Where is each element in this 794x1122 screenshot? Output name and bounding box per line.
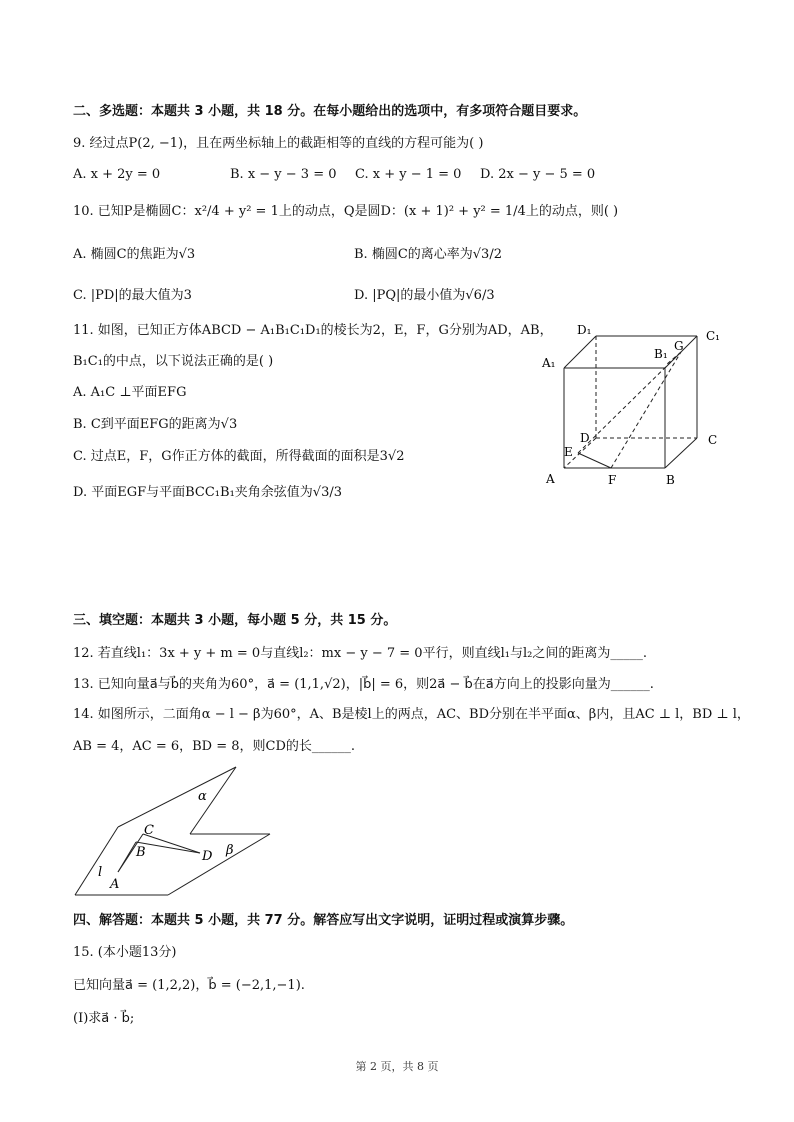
q9-option-c: C. x + y − 1 = 0 bbox=[355, 167, 462, 182]
q11-option-c: C. 过点E，F，G作正方体的截面，所得截面的面积是3√2 bbox=[73, 449, 405, 464]
q10-stem: 10. 已知P是椭圆C：x²/4 + y² = 1上的动点，Q是圆D：(x + 1)² + y² = 1/4上的动点，则( ) bbox=[73, 204, 619, 219]
label-c1: C₁ bbox=[706, 329, 720, 343]
label-g: G bbox=[674, 339, 684, 353]
label-l: l bbox=[98, 865, 103, 880]
q11-option-a: A. A₁C ⊥平面EFG bbox=[73, 385, 187, 400]
q10-option-d: D. |PQ|的最小值为√6/3 bbox=[354, 288, 495, 303]
q11-option-d: D. 平面EGF与平面BCC₁B₁夹角余弦值为√3/3 bbox=[73, 485, 342, 500]
label-a-2: A bbox=[110, 877, 120, 892]
label-f: F bbox=[608, 473, 617, 487]
cube-figure bbox=[530, 318, 730, 493]
q11-stem-line1: 11. 如图，已知正方体ABCD − A₁B₁C₁D₁的棱长为2，E，F，G分别为AD，AB， bbox=[73, 323, 553, 338]
label-c-2: C bbox=[144, 823, 154, 838]
q10-option-b: B. 椭圆C的离心率为√3/2 bbox=[354, 247, 502, 262]
q9-option-d: D. 2x − y − 5 = 0 bbox=[480, 167, 596, 182]
label-d: D bbox=[580, 431, 590, 445]
q15-given: 已知向量a⃗ = (1,2,2)，b⃗ = (−2,1,−1). bbox=[73, 978, 305, 993]
q15-part1: (I)求a⃗ · b⃗; bbox=[73, 1011, 135, 1026]
label-b1: B₁ bbox=[654, 347, 668, 361]
label-a1: A₁ bbox=[542, 356, 556, 370]
q10-option-c: C. |PD|的最大值为3 bbox=[73, 288, 192, 303]
q9-stem: 9. 经过点P(2, −1)，且在两坐标轴上的截距相等的直线的方程可能为( ) bbox=[73, 136, 484, 151]
q12-text: 12. 若直线l₁：3x + y + m = 0与直线l₂：mx − y − 7 = 0平行，则直线l₁与l₂之间的距离为_____. bbox=[73, 646, 647, 661]
label-c: C bbox=[708, 433, 718, 447]
section-header-multiple-choice: 二、多选题：本题共 3 小题，共 18 分。在每小题给出的选项中，有多项符合题目要求。 bbox=[73, 104, 587, 119]
dihedral-figure bbox=[70, 762, 280, 902]
label-b: B bbox=[666, 473, 675, 487]
q10-option-a: A. 椭圆C的焦距为√3 bbox=[73, 247, 196, 262]
label-e: E bbox=[564, 445, 573, 459]
q11-option-b: B. C到平面EFG的距离为√3 bbox=[73, 417, 238, 432]
label-a: A bbox=[546, 472, 555, 486]
label-alpha: α bbox=[198, 789, 207, 804]
q11-stem-line2: B₁C₁的中点，以下说法正确的是( ) bbox=[73, 354, 274, 369]
label-d-2: D bbox=[202, 849, 213, 864]
q9-option-a: A. x + 2y = 0 bbox=[73, 167, 161, 182]
q14-text-line2: AB = 4，AC = 6，BD = 8，则CD的长______. bbox=[73, 739, 356, 754]
q9-option-b: B. x − y − 3 = 0 bbox=[230, 167, 337, 182]
page-footer: 第 2 页，共 8 页 bbox=[355, 1060, 439, 1073]
q13-text: 13. 已知向量a⃗与b⃗的夹角为60°，a⃗ = (1,1,√2)，|b⃗| = 6，则2a⃗ − b⃗在a⃗方向上的投影向量为______. bbox=[73, 677, 654, 692]
label-b-2: B bbox=[136, 845, 146, 860]
label-d1: D₁ bbox=[577, 323, 592, 337]
section-header-fill-in: 三、填空题：本题共 3 小题，每小题 5 分，共 15 分。 bbox=[73, 613, 397, 628]
q15-title: 15. (本小题13分) bbox=[73, 945, 177, 960]
q14-text-line1: 14. 如图所示，二面角α − l − β为60°，A、B是棱l上的两点，AC、BD分别在半平面α、β内，且AC ⊥ l，BD ⊥ l， bbox=[73, 707, 750, 722]
label-beta: β bbox=[226, 843, 234, 858]
section-header-solution: 四、解答题：本题共 5 小题，共 77 分。解答应写出文字说明，证明过程或演算步骤。 bbox=[73, 913, 574, 928]
